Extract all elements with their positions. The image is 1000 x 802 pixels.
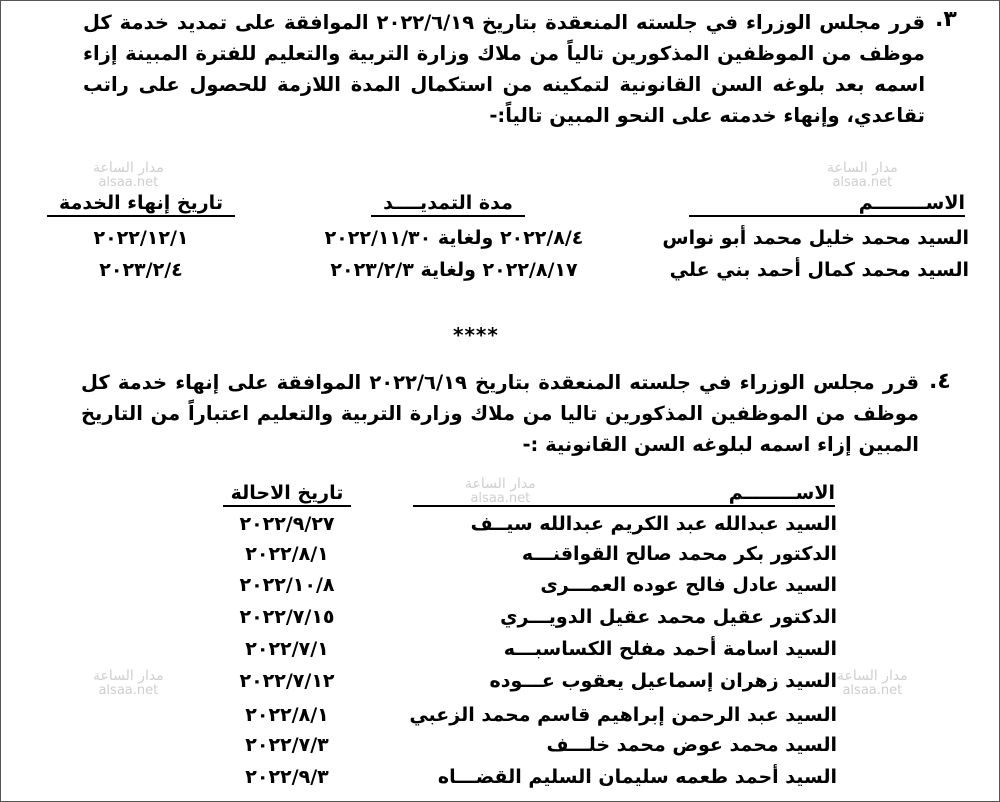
watermark: مدار الساعة alsaa.net: [93, 160, 164, 190]
section-4-header-date: تاريخ الاحالة: [223, 481, 351, 507]
table-row-name: السيد عبدالله عبد الكريم عبدالله سيــف: [470, 513, 837, 535]
table-row-name: السيد عادل فالح عوده العمـــرى: [540, 574, 837, 596]
section-3-number: .٣: [935, 7, 957, 32]
section-4-text: قرر مجلس الوزراء في جلسته المنعقدة بتاريخ ٢٠٢٢/٦/١٩ الموافقة على إنهاء خدمة كل موظف من الموظفين المذكورين تاليا من ملاك وزارة التربية والتعليم اعتباراً من التاريخ المبين إزاء اسمه لبلوغه السن القانونية :-: [81, 371, 919, 456]
table-row-name: السيد زهران إسماعيل يعقوب عـــوده: [489, 670, 837, 692]
table-row-name: الدكتور عقيل محمد عقيل الدويـــري: [500, 606, 837, 628]
watermark: مدار الساعة alsaa.net: [837, 668, 908, 698]
table-row-name: السيد أحمد طعمه سليمان السليم القضـــاه: [437, 766, 837, 788]
table-row-name: الدكتور بكر محمد صالح القواقنـــه: [521, 543, 837, 565]
section-3-row-2-extension: ٢٠٢٢/٨/١٧ ولغاية ٢٠٢٣/٢/٣: [330, 259, 578, 281]
section-4-header-name: الاســــــــم: [413, 481, 835, 507]
table-row-date: ٢٠٢٢/٨/١: [245, 704, 329, 726]
section-3-row-2-name: السيد محمد كمال أحمد بني علي: [669, 259, 969, 281]
table-row-date: ٢٠٢٢/٧/١: [245, 638, 329, 660]
section-4-number: .٤: [929, 369, 951, 394]
section-3-header-name: الاســــــــم: [689, 191, 965, 217]
table-row-date: ٢٠٢٢/٩/٢٧: [239, 513, 335, 535]
separator: ****: [453, 323, 499, 347]
table-row-date: ٢٠٢٢/٨/١: [245, 543, 329, 565]
watermark: مدار الساعة alsaa.net: [827, 160, 898, 190]
table-row-name: السيد محمد عوض محمد خلـــف: [546, 734, 837, 756]
section-3-row-2-end-date: ٢٠٢٣/٢/٤: [99, 259, 183, 281]
table-row-name: السيد عبد الرحمن إبراهيم قاسم محمد الزعبي: [409, 704, 837, 726]
section-3-text: قرر مجلس الوزراء في جلسته المنعقدة بتاريخ ٢٠٢٢/٦/١٩ الموافقة على تمديد خدمة كل موظف من الموظفين المذكورين تالياً من ملاك وزارة التربية والتعليم للفترة المبينة إزاء اسمه بعد بلوغه السن القانونية لتمكينه من استكمال المدة اللازمة للحصول على راتب تقاعدي، وإنهاء خدمته على النحو المبين تالياً:-: [83, 11, 926, 127]
watermark: مدار الساعة alsaa.net: [465, 476, 536, 506]
watermark: مدار الساعة alsaa.net: [93, 668, 164, 698]
section-3-row-1-extension: ٢٠٢٢/٨/٤ ولغاية ٢٠٢٢/١١/٣٠: [324, 227, 584, 249]
table-row-name: السيد اسامة أحمد مفلح الكساسبـــه: [503, 638, 837, 660]
table-row-date: ٢٠٢٢/٩/٣: [245, 766, 329, 788]
table-row-date: ٢٠٢٢/١٠/٨: [239, 574, 335, 596]
table-row-date: ٢٠٢٢/٧/٣: [245, 734, 329, 756]
table-row-date: ٢٠٢٢/٧/١٥: [239, 606, 335, 628]
section-3-row-1-end-date: ٢٠٢٢/١٢/١: [93, 227, 189, 249]
table-row-date: ٢٠٢٢/٧/١٢: [239, 670, 335, 692]
section-3-header-extension: مدة التمديــــد: [371, 191, 525, 217]
section-3-header-end-date: تاريخ إنهاء الخدمة: [47, 191, 235, 217]
section-3-row-1-name: السيد محمد خليل محمد أبو نواس: [662, 227, 969, 249]
